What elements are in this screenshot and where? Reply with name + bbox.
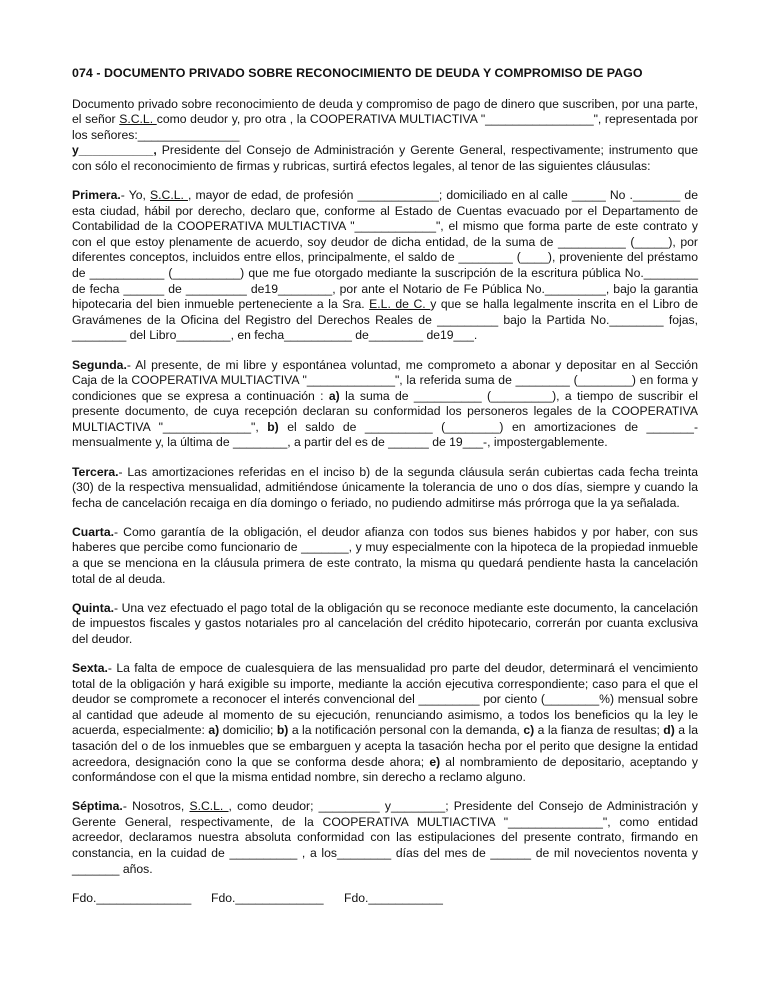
item-marker: d) (663, 723, 675, 738)
clause-text: a la tasación del o de los inmuebles que se embarguen y acepta la tasación hecha por el perito que designe la entidad acreedora, designación cono la que se conforma desde ahora; (72, 723, 698, 769)
signature-lines (72, 891, 698, 907)
intro-text-3: Presidente del Consejo de Administración y Gerente General, respectivamente; instrumento que con sólo el reconocimiento de firmas y rubricas, surtirá efectos legales, al tenor de las siguientes cláusulas: (72, 143, 698, 173)
signature-line-2: Fdo._____________ (211, 891, 324, 906)
debtor-name: S.C.L. (189, 799, 229, 814)
clause-heading: Tercera. (72, 464, 119, 479)
clause-sexta (72, 661, 698, 786)
debtor-name: S.C.L. (119, 112, 157, 127)
intro-text-2: como deudor y, pro otra , la COOPERATIVA MULTIACTIVA "________________", representada por los señores:_______________ (72, 112, 698, 142)
clause-septima (72, 799, 698, 877)
item-marker: b) (276, 723, 289, 738)
clause-text: y que se halla legalmente inscrita en el Libro de Gravámenes de la Oficina del Registro del Derechos Reales de _________ bajo la Partida No.________ fojas, ________ del Libro________, en fecha__________ de________ de19___. (72, 297, 698, 343)
clause-heading: Séptima. (72, 799, 123, 814)
intro-paragraph (72, 97, 698, 175)
intro-text-1: Documento privado sobre reconocimiento de deuda y compromiso de pago de dinero que suscriben, por una parte, el señor (72, 96, 698, 127)
clause-text: - Como garantía de la obligación, el deudor afianza con todos sus bienes habidos y por haber, con sus haberes que percibe como funcionario de _______, y muy especialmente con la hipoteca de la propiedad inmueble a que se menciona en la cláusula primera de este contrato, la misma qu quedará pendiente hasta la cancelación total de al deuda. (72, 524, 698, 586)
clause-cuarta (72, 525, 698, 587)
item-marker: a) (208, 723, 220, 738)
clause-text: - Una vez efectuado el pago total de la obligación qu se reconoce mediante este documento, la cancelación de impuestos fiscales y gastos notariales pro al cancelación del crédito hipotecario, correrán por cuanta exclusiva del deudor. (72, 600, 698, 646)
clause-text: - Yo, (120, 188, 150, 203)
clause-quinta (72, 601, 698, 648)
clause-text: , mayor de edad, de profesión ____________; domiciliado en al calle _____ No ._______ de esta ciudad, hábil por derecho, declaro que, conforme al Estado de Cuentas evacuado por el Departamento de Contabilidad de la COOPERATIVA MULTIACTIVA "____________", el mismo que forma parte de este contrato y con el que estoy plenamente de acuerdo, soy deudor de dicha entidad, de la suma de __________ (_____), por diferentes conceptos, incluidos entre ellos, principalmente, el saldo de ________ (____), proveniente del préstamo de ___________ (__________) que me fue otorgado mediante la suscripción de la escritura pública No.________ de fecha ______ de _________ de19________, por ante el Notario de Fe Pública No._________, bajo la garantia hipotecaria del bien inmueble perteneciente a la Sra. (72, 188, 698, 312)
clause-text: - La falta de empoce de cualesquiera de las mensualidad pro parte del deudor, determinará el vencimiento total de la obligación y hará exigible su importe, mediante la acción ejecutiva correspondiente; caso para el que el deudor se compromete a reconocer el interés convencional del _________ por ciento (________%) mensual sobre al cantidad que adeude al momento de su ejecución, renunciando asimismo, a todos los beneficios qu la ley le acuerda, especialmente: (72, 661, 698, 738)
debtor-name: S.C.L. (150, 188, 188, 203)
clause-segunda (72, 358, 698, 452)
intro-y-blank: y___________, (72, 143, 157, 158)
clause-heading: Cuarta. (72, 524, 114, 539)
clause-text: , como deudor; _________ y________; Presidente del Consejo de Administración y Gerente General, respectivamente, de la COOPERATIVA MULTIACTIVA "______________", como entidad acreedor, declaramos nuestra absoluta conformidad con las estipulaciones del presente contrato, firmando en constancia, en la cuidad de __________ , a los________ días del mes de ______ de mil novecientos noventa y _______ años. (72, 799, 698, 876)
clause-tercera (72, 465, 698, 512)
document-title: 074 - DOCUMENTO PRIVADO SOBRE RECONOCIMIENTO DE DEUDA Y COMPROMISO DE PAGO (72, 66, 643, 80)
clause-heading: Sexta. (72, 661, 108, 675)
owner-name: E.L. de C. (369, 297, 431, 312)
clause-text: - Al presente, de mi libre y espontánea voluntad, me comprometo a abonar y depositar en al Sección Caja de la COOPERATIVA MULTIACTIVA "_____________", la referida suma de ________ (________) en forma y condiciones que se expresa a continuación : (72, 357, 698, 403)
item-marker: b) (267, 419, 279, 434)
clause-text: domicilio; (219, 723, 277, 738)
clause-text: - Las amortizaciones referidas en el inciso b) de la segunda cláusula serán cubiertas cada fecha treinta (30) de la respectiva mensualidad, admitiéndose únicamente la tolerancia de uno o dos días, siempre y cuando la fecha de cancelación recaiga en día domingo o feriado, no pudiendo admitirse más prórroga que la ya señalada. (72, 464, 698, 510)
clause-text: - Nosotros, (122, 799, 190, 814)
clause-text: al nombramiento de depositario, aceptando y conformándose con el que la misma entidad nombre, sin derecho a reclamo alguno. (72, 754, 698, 785)
clause-heading: Primera. (72, 188, 121, 203)
item-marker: a) (328, 388, 340, 403)
clause-text: a la notificación personal con la demanda, (288, 723, 524, 738)
signature-line-3: Fdo.___________ (344, 891, 443, 906)
clause-text: a la fianza de resultas; (534, 723, 664, 738)
signature-line-1: Fdo.______________ (72, 891, 192, 906)
item-marker: e) (429, 754, 441, 769)
clause-heading: Segunda. (72, 357, 127, 372)
clause-text: el saldo de __________ (________) en amortizaciones de _______- mensualmente y, la última de ________, a partir del es de ______ de 19___-, impostergablemente. (72, 419, 699, 450)
clause-primera (72, 188, 698, 344)
document-page (72, 66, 698, 907)
clause-heading: Quinta. (72, 600, 114, 615)
clause-text: la suma de __________ (_________), a tiempo de suscribir el presente documento, de cuya recepción declaran su conformidad los personeros legales de la COOPERATIVA MULTIACTIVA "_____________", (72, 388, 699, 434)
item-marker: c) (523, 723, 535, 738)
